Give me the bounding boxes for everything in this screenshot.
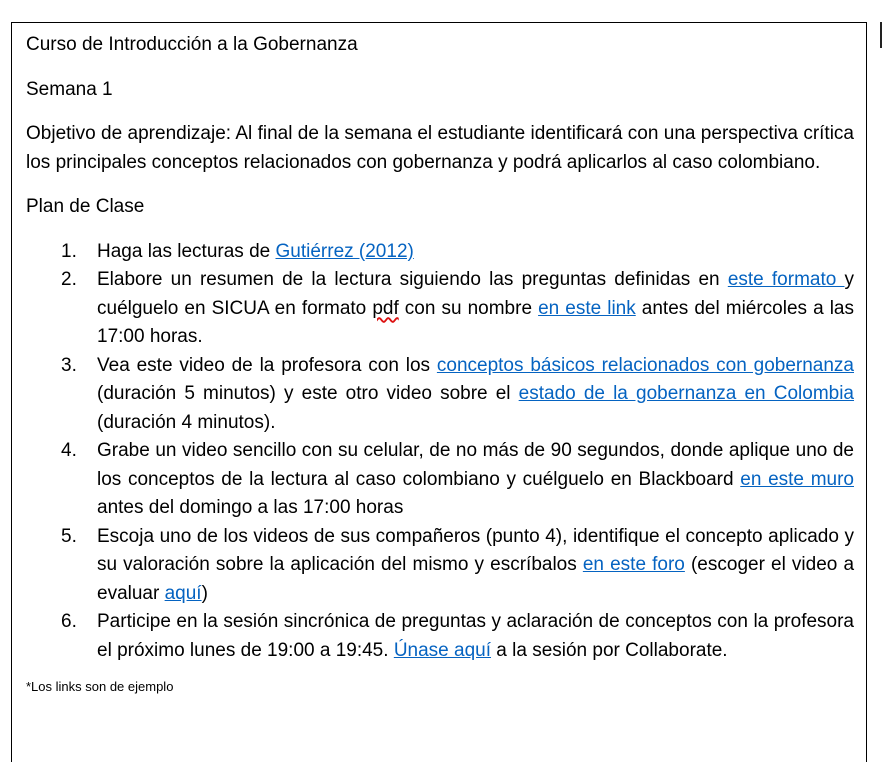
course-title: Curso de Introducción a la Gobernanza xyxy=(26,34,358,55)
week-label: Semana 1 xyxy=(26,78,113,100)
footnote: *Los links son de ejemplo xyxy=(26,679,174,694)
item-text: a la sesión por Collaborate. xyxy=(491,639,728,661)
item-text: Vea este video de la profesora con los xyxy=(97,354,437,376)
list-item xyxy=(26,352,854,438)
item-text: Haga las lecturas de xyxy=(97,240,276,262)
item-text: Grabe un video sencillo con su celular, de no más de 90 segundos, donde aplique uno de los conceptos de la lectura al caso colombiano y cuélguelo en Blackboard xyxy=(97,440,854,490)
format-link[interactable]: este formato xyxy=(727,269,845,290)
item-text: con su nombre xyxy=(398,297,539,319)
item-number: 3. xyxy=(61,354,77,376)
document-content xyxy=(26,31,854,696)
basic-concepts-video-link[interactable]: conceptos básicos relacionados con gobernanza xyxy=(436,354,854,376)
list-item xyxy=(26,437,854,523)
join-session-link[interactable]: Únase aquí xyxy=(393,639,491,661)
item-text: antes del domingo a las 17:00 horas xyxy=(97,497,404,518)
list-item xyxy=(26,238,854,267)
forum-link[interactable]: en este foro xyxy=(582,554,685,575)
list-item xyxy=(26,523,854,609)
gutierrez-reading-link[interactable]: Gutiérrez (2012) xyxy=(275,240,414,262)
item-text: ) xyxy=(201,582,208,604)
item-text: (escoger el video a evaluar xyxy=(97,554,855,604)
spellcheck-word: pdf xyxy=(372,297,399,319)
blackboard-wall-link[interactable]: en este muro xyxy=(740,468,854,490)
plan-title: Plan de Clase xyxy=(26,196,145,217)
item-number: 2. xyxy=(61,269,77,290)
choose-video-link[interactable]: aquí xyxy=(164,582,202,604)
item-number: 1. xyxy=(61,240,77,262)
colombia-governance-video-link[interactable]: estado de la gobernanza en Colombia xyxy=(518,383,855,404)
learning-objective: Objetivo de aprendizaje: Al final de la semana el estudiante identificará con una perspectiva crítica los principales conceptos relacionados con gobernanza y podrá aplicarlos al caso colombiano. xyxy=(26,123,854,173)
document-page xyxy=(11,22,867,762)
item-number: 5. xyxy=(61,525,77,547)
item-text: Escoja uno de los videos de sus compañeros (punto 4), identifique el concepto aplicado y su valoración sobre la aplicación del mismo y escríbalos xyxy=(97,525,854,575)
list-item xyxy=(26,266,854,352)
item-text: Elabore un resumen de la lectura siguiendo las preguntas definidas en xyxy=(97,269,728,290)
item-text: (duración 5 minutos) y este otro video sobre el xyxy=(97,383,519,404)
item-text: antes del miércoles a las 17:00 horas. xyxy=(97,297,854,347)
item-text: (duración 4 minutos). xyxy=(97,411,276,433)
list-item xyxy=(26,608,854,665)
item-text: Participe en la sesión sincrónica de preguntas y aclaración de conceptos con la profesora el próximo lunes de 19:00 a 19:45. xyxy=(97,611,854,661)
class-plan-list xyxy=(26,238,854,666)
item-number: 6. xyxy=(61,611,77,632)
item-text: y cuélguelo en SICUA en formato xyxy=(97,269,854,319)
upload-link[interactable]: en este link xyxy=(538,297,636,319)
item-number: 4. xyxy=(61,440,77,461)
